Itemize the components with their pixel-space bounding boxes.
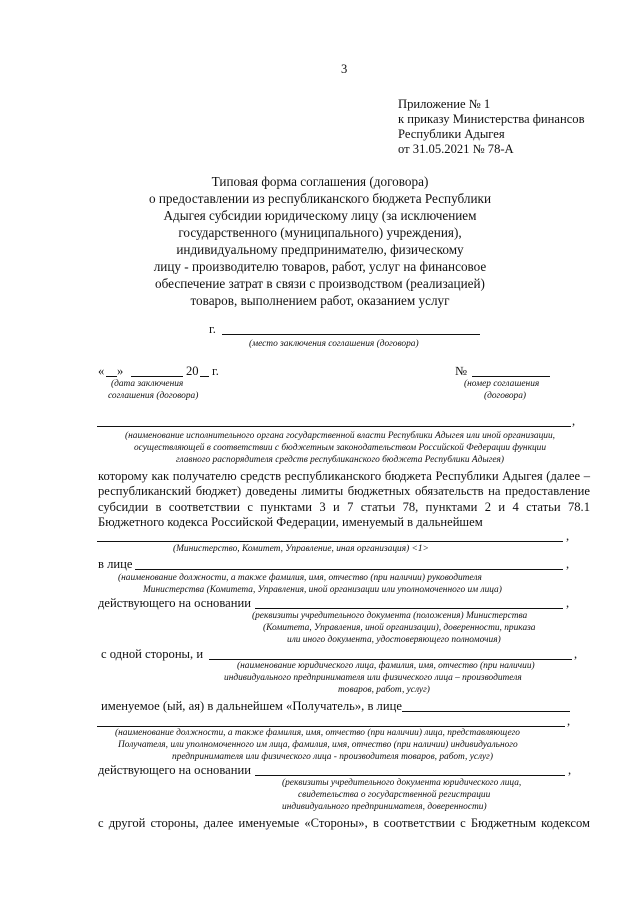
party1-comma: , <box>574 647 578 661</box>
body-paragraph: которому как получателю средств республиканского бюджета Республики Адыгея (далее – республиканский бюджет) доведены лимиты бюджетных обязательств на предоставление субсидии в соответствии с пунктами 3 и 7 статьи 78, пунктами 2 и 4 статьи 78.1 Бюджетного кодекса Российской Федерации, именуемый в дальнейшем <box>98 469 590 530</box>
party1-caption-1: (наименование юридического лица, фамилия, имя, отчество (при наличии) <box>237 661 535 671</box>
number-field-line[interactable] <box>472 376 550 377</box>
recipient-text: именуемое (ый, ая) в дальнейшем «Получатель», в лице <box>101 699 402 713</box>
org-comma: , <box>572 414 576 428</box>
number-caption-1: (номер соглашения <box>464 379 540 389</box>
person-prefix: в лице <box>98 557 133 571</box>
document-title-line-7: обеспечение затрат в связи с производством (реализацией) <box>155 276 485 291</box>
date-day-line[interactable] <box>106 376 117 377</box>
recipient-caption-1: (наименование должности, а также фамилия, имя, отчество (при наличии) лица, представляющего <box>115 728 520 738</box>
document-title-line-6: лицу - производителю товаров, работ, услуг на финансовое <box>153 259 487 274</box>
basis1-caption-1: (реквизиты учредительного документа (положения) Министерства <box>252 611 528 621</box>
date-caption-2: соглашения (договора) <box>108 391 199 401</box>
document-title-line-1: Типовая форма соглашения (договора) <box>211 174 429 189</box>
date-caption-1: (дата заключения <box>111 379 184 389</box>
org-field-line[interactable] <box>97 426 571 427</box>
date-open-quote: « <box>98 364 105 378</box>
closing-text: с другой стороны, далее именуемые «Стороны», в соответствии с Бюджетным кодексом <box>98 816 590 830</box>
place-prefix: г. <box>209 322 216 336</box>
recipient-caption-3: предпринимателя или физического лица - производителя товаров, работ, услуг) <box>172 752 493 762</box>
document-title-line-5: индивидуальному предпринимателю, физическому <box>176 242 464 257</box>
party1-caption-2: индивидуального предпринимателя или физического лица – производителя <box>224 673 522 683</box>
basis2-comma: , <box>568 763 572 777</box>
document-title-line-8: товаров, выполнением работ, оказанием услуг <box>190 293 450 308</box>
recipient-field-line[interactable] <box>97 726 565 727</box>
org-caption-2: осуществляющей в соответствии с бюджетным законодательством Российской Федерации функции <box>133 443 547 453</box>
number-caption-2: (договора) <box>484 391 527 401</box>
person-field-line[interactable] <box>135 569 563 570</box>
appendix-line-3: Республики Адыгея <box>398 127 505 141</box>
document-title-line-2: о предоставлении из республиканского бюджета Республики <box>148 191 492 206</box>
date-year-prefix: 20 <box>186 364 199 378</box>
ministry-comma: , <box>566 529 570 543</box>
recipient-inline-line[interactable] <box>402 711 570 712</box>
place-field-line[interactable] <box>222 334 480 335</box>
person-caption-2: Министерства (Комитета, Управления, иной организации или уполномоченного им лица) <box>143 585 502 595</box>
basis1-prefix: действующего на основании <box>98 596 251 610</box>
appendix-line-2: к приказу Министерства финансов <box>398 112 585 126</box>
basis1-caption-3: или иного документа, удостоверяющего полномочия) <box>287 635 501 645</box>
document-title-line-3: Адыгея субсидии юридическому лицу (за исключением <box>163 208 477 223</box>
basis2-caption-2: свидетельства о государственной регистрации <box>298 790 491 800</box>
document-title-line-4: государственного (муниципального) учреждения), <box>178 225 462 240</box>
appendix-line-1: Приложение № 1 <box>398 97 491 111</box>
org-caption-3: главного распорядителя средств республиканского бюджета Республики Адыгея) <box>175 455 505 465</box>
basis1-caption-2: (Комитета, Управления, иной организации), доверенности, приказа <box>263 623 536 633</box>
person-caption-1: (наименование должности, а также фамилия, имя, отчество (при наличии) руководителя <box>118 573 482 583</box>
basis1-comma: , <box>566 596 570 610</box>
date-month-line[interactable] <box>131 376 183 377</box>
place-caption: (место заключения соглашения (договора) <box>249 339 419 349</box>
date-close-quote: » <box>117 364 124 378</box>
party1-caption-3: товаров, работ, услуг) <box>338 685 430 695</box>
recipient-caption-2: Получателя, или уполномоченного им лица, фамилия, имя, отчество (при наличии) индивидуального <box>118 740 518 750</box>
number-sign: № <box>455 364 468 378</box>
ministry-caption: (Министерство, Комитет, Управление, иная организация) <1> <box>173 544 429 554</box>
org-caption-1: (наименование исполнительного органа государственной власти Республики Адыгея или иной организации, <box>125 431 555 441</box>
date-year-line[interactable] <box>200 376 209 377</box>
basis2-caption-1: (реквизиты учредительного документа юридического лица, <box>282 778 522 788</box>
party1-field-line[interactable] <box>209 659 572 660</box>
person-comma: , <box>566 557 570 571</box>
basis2-prefix: действующего на основании <box>98 763 251 777</box>
party1-prefix: с одной стороны, и <box>101 647 204 661</box>
page-number: 3 <box>341 62 348 76</box>
ministry-field-line[interactable] <box>97 541 563 542</box>
appendix-line-4: от 31.05.2021 № 78-А <box>398 142 514 156</box>
basis2-caption-3: индивидуального предпринимателя, доверенности) <box>282 802 487 812</box>
date-year-suffix: г. <box>212 364 219 378</box>
basis2-field-line[interactable] <box>255 775 565 776</box>
recipient-comma: , <box>567 714 571 728</box>
basis1-field-line[interactable] <box>255 608 563 609</box>
